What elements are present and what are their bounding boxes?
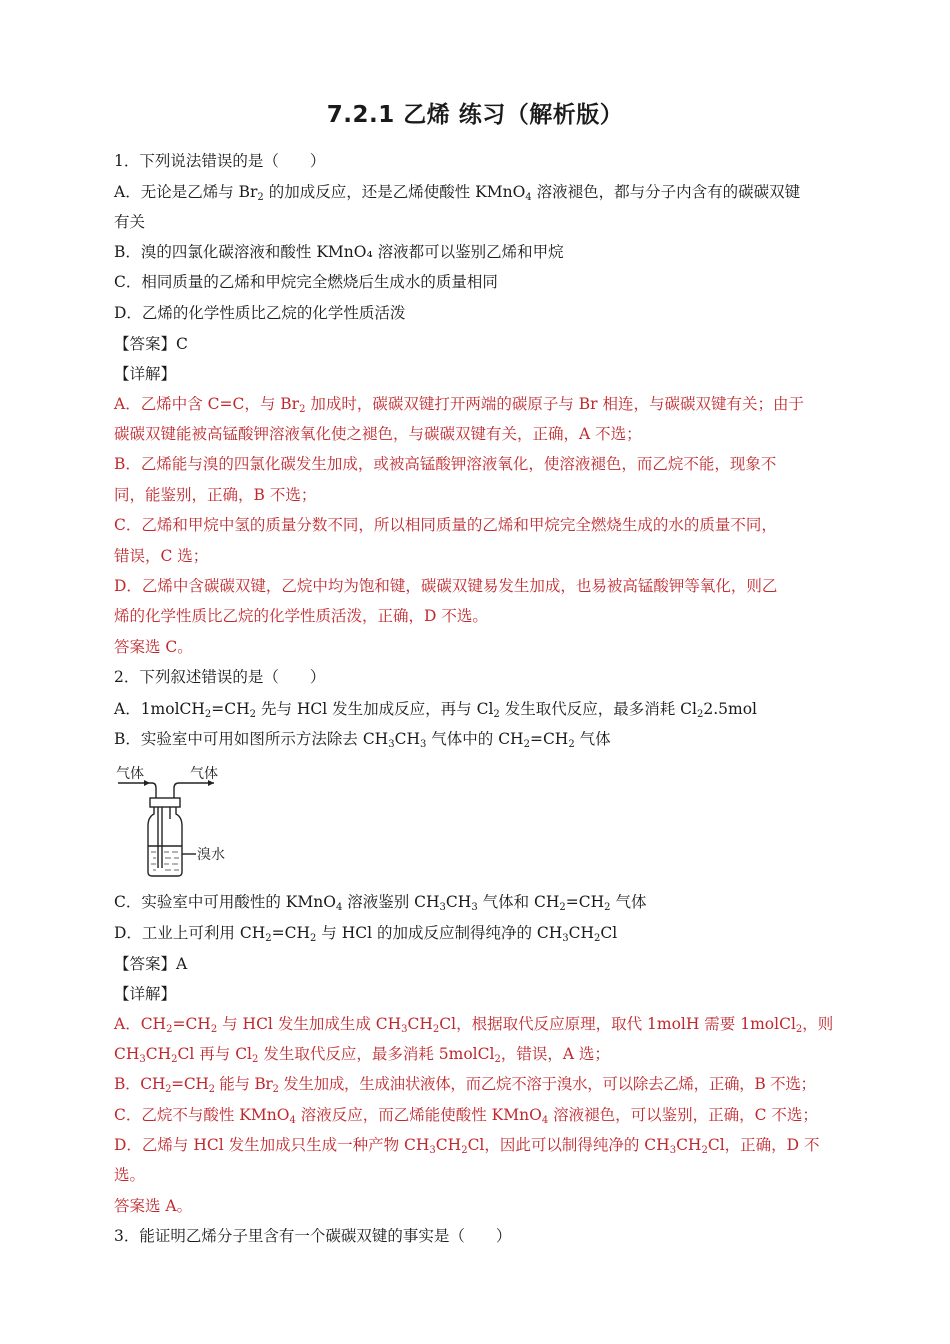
q1-explanation-b-line1: B．乙烯能与溴的四氯化碳发生加成，或被高锰酸钾溶液氧化，使溶液褪色，而乙烷不能，现象不: [114, 455, 777, 473]
q2-explanation-a-line1: A．$CH_2=CH_2$ 与 HCl 发生加成生成 $CH_3CH_2Cl$，根据取代反应原理，取代 1molH 需要 1molCl$_2$，则: [114, 1015, 834, 1035]
q1-option-c: C．相同质量的乙烯和甲烷完全燃烧后生成水的质量相同: [114, 273, 498, 291]
q1-option-d: D．乙烯的化学性质比乙烷的化学性质活泼: [114, 304, 406, 322]
gas-washing-bottle-figure: [114, 764, 234, 882]
q2-option-c: C．实验室中可用酸性的 KMnO$_4$ 溶液鉴别 $CH_3CH_3$ 气体和 $CH_2=CH_2$ 气体: [114, 893, 647, 913]
q1-answer: 【答案】C: [114, 335, 188, 353]
q2-option-b: B．实验室中可用如图所示方法除去 $CH_3CH_3$ 气体中的 $CH_2=CH_2$ 气体: [114, 730, 611, 750]
q2-explanation-a-line2: $CH_3CH_2Cl$ 再与 $Cl_2$ 发生取代反应，最多消耗 5molCl$_2$，错误，A 选；: [114, 1045, 610, 1065]
q2-conclusion: 答案选 A。: [114, 1197, 193, 1215]
q1-option-a-line2: 有关: [114, 213, 146, 231]
q1-explanation-c-line1: C．乙烯和甲烷中氢的质量分数不同，所以相同质量的乙烯和甲烷完全燃烧生成的水的质量不同，: [114, 516, 777, 534]
q2-option-d: D．工业上可利用 $CH_2=CH_2$ 与 HCl 的加成反应制得纯净的 $CH_3CH_2Cl$: [114, 924, 618, 944]
q1-explanation-d-line1: D．乙烯中含碳碳双键，乙烷中均为饱和键，碳碳双键易发生加成，也易被高锰酸钾等氧化，则乙: [114, 577, 778, 595]
page-title: 7.2.1 乙烯 练习（解析版）: [326, 102, 624, 128]
q1-detail-label: 【详解】: [114, 365, 177, 383]
q2-option-a: A．$1molCH_2=CH_2$ 先与 HCl 发生加成反应，再与 $Cl_2$ 发生取代反应，最多消耗 $Cl_22.5mol$: [114, 700, 757, 720]
gas-outlet-label: 气体: [190, 766, 218, 782]
q2-explanation-d-line2: 选。: [114, 1166, 146, 1184]
q1-option-b: B．溴的四氯化碳溶液和酸性 KMnO₄ 溶液都可以鉴别乙烯和甲烷: [114, 243, 564, 261]
q3-stem: 3．能证明乙烯分子里含有一个碳碳双键的事实是（ ）: [114, 1227, 512, 1245]
q1-explanation-d-line2: 烯的化学性质比乙烷的化学性质活泼，正确，D 不选。: [114, 607, 488, 625]
bromine-water-label: 溴水: [197, 847, 225, 863]
q1-conclusion: 答案选 C。: [114, 638, 193, 656]
q2-stem: 2．下列叙述错误的是（ ）: [114, 668, 326, 686]
q1-explanation-c-line2: 错误，C 选；: [114, 547, 209, 565]
q2-explanation-b: B．$CH_2=CH_2$ 能与 $Br_2$ 发生加成，生成油状液体，而乙烷不溶于溴水，可以除去乙烯，正确，B 不选；: [114, 1075, 816, 1095]
q1-explanation-a-line1: A．乙烯中含 C=C，与 $Br_2$ 加成时，碳碳双键打开两端的碳原子与 Br 相连，与碳碳双键有关；由于: [114, 395, 805, 415]
q1-explanation-b-line2: 同，能鉴别，正确，B 不选；: [114, 486, 317, 504]
q1-option-a-line1: A．无论是乙烯与 $Br_2$ 的加成反应，还是乙烯使酸性 KMnO$_4$ 溶液褪色，都与分子内含有的碳碳双键: [114, 183, 801, 203]
q1-stem: 1．下列说法错误的是（ ）: [114, 152, 326, 170]
q2-explanation-d-line1: D．乙烯与 HCl 发生加成只生成一种产物 $CH_3CH_2Cl$，因此可以制得纯净的 $CH_3CH_2Cl$，正确，D 不: [114, 1136, 820, 1156]
q2-answer: 【答案】A: [114, 955, 188, 973]
q2-explanation-c: C．乙烷不与酸性 KMnO$_4$ 溶液反应，而乙烯能使酸性 KMnO$_4$ 溶液褪色，可以鉴别，正确，C 不选；: [114, 1106, 818, 1126]
q1-explanation-a-line2: 碳碳双键能被高锰酸钾溶液氧化使之褪色，与碳碳双键有关，正确，A 不选；: [114, 425, 642, 443]
q2-detail-label: 【详解】: [114, 985, 177, 1003]
gas-inlet-label: 气体: [116, 766, 144, 782]
